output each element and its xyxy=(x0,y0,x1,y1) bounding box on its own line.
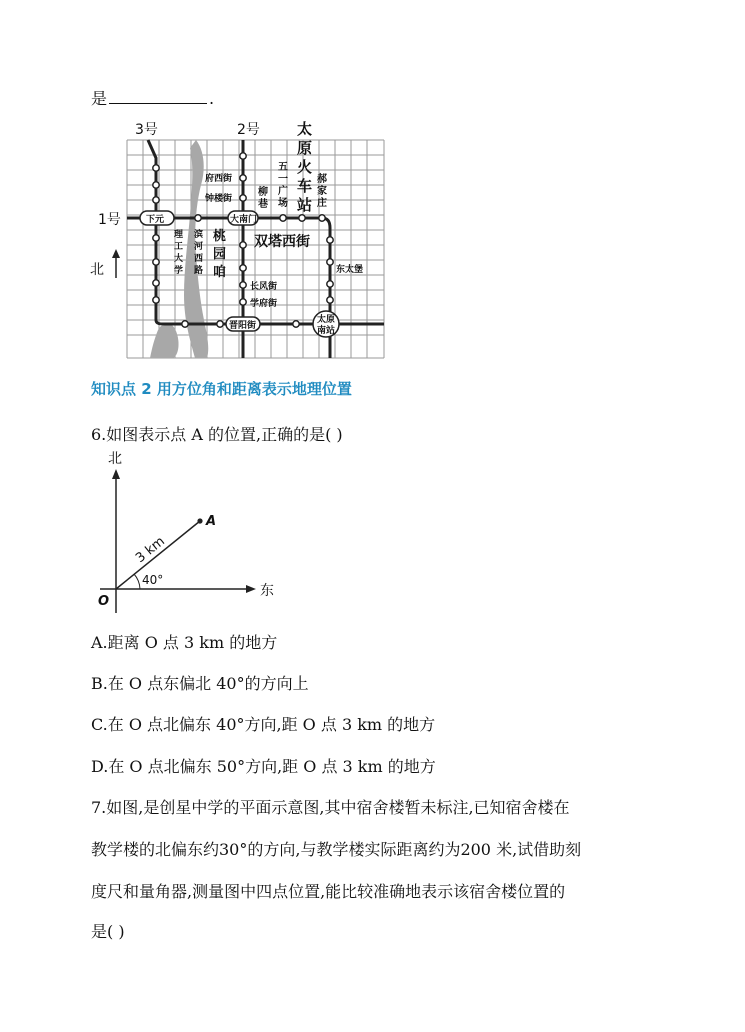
ligong-char-1: 理 xyxy=(174,230,184,240)
station-jinyang: 晋阳街 xyxy=(229,321,257,331)
binhe-char-3: 西 xyxy=(194,254,204,264)
haojiazhuang-char-2: 家 xyxy=(317,186,327,197)
shuangta-label: 双塔西街 xyxy=(254,234,310,250)
river-shape-lower xyxy=(150,323,179,358)
ligong-char-4: 学 xyxy=(174,266,184,276)
q7-line-1: 7.如图,是创星中学的平面示意图,其中宿舍楼暂未标注,已知宿舍楼在 xyxy=(91,798,570,817)
station-damenmen: 大南门 xyxy=(230,215,258,225)
q7-line-3: 度尺和量角器,测量图中四点位置,能比较准确地表示该宿舍楼位置的 xyxy=(91,882,566,901)
diagram-angle-label: 40° xyxy=(142,573,164,587)
north-arrow-icon xyxy=(112,249,120,278)
taiyuannan-line-2: 南站 xyxy=(317,326,336,336)
q6-stem: 6.如图表示点 A 的位置,正确的是( ) xyxy=(91,425,343,444)
top-prefix: 是 xyxy=(91,89,108,108)
angle-arc xyxy=(134,574,140,589)
point-a-dot xyxy=(197,518,202,523)
station-xuefu: 学府街 xyxy=(250,299,278,309)
huochezhan-char-3: 火 xyxy=(297,158,313,176)
station-dongtaibao: 东太堡 xyxy=(336,265,364,275)
ligong-char-2: 工 xyxy=(174,242,184,252)
binhe-char-1: 滨 xyxy=(194,230,204,240)
huochezhan-char-1: 太 xyxy=(297,120,313,138)
line3-track xyxy=(148,140,384,324)
bearing-diagram xyxy=(90,445,290,615)
metro-map xyxy=(0,0,745,370)
taoyuan-char-1: 桃 xyxy=(213,229,227,244)
diagram-north-label: 北 xyxy=(108,451,122,467)
haojiazhuang-char-1: 郝 xyxy=(317,174,327,185)
station-zhonglou: 钟楼街 xyxy=(205,194,233,204)
line1-label: 1号 xyxy=(98,212,121,228)
east-arrowhead-icon xyxy=(246,585,256,593)
huochezhan-char-2: 原 xyxy=(297,139,313,157)
line2-label: 2号 xyxy=(237,122,260,138)
wuyi-char-4: 场 xyxy=(278,198,288,209)
map-north-label: 北 xyxy=(90,262,104,278)
q6-option-a: A.距离 O 点 3 km 的地方 xyxy=(91,633,278,652)
huochezhan-char-4: 车 xyxy=(297,177,313,195)
q7-line-2: 教学楼的北偏东约30°的方向,与教学楼实际距离约为200 米,试借助刻 xyxy=(91,840,582,859)
diagram-point-label: A xyxy=(206,514,217,529)
wuyi-char-3: 广 xyxy=(278,186,288,197)
station-fuxijie: 府西街 xyxy=(205,174,233,184)
top-suffix: . xyxy=(209,89,215,108)
taiyuannan-line-1: 太原 xyxy=(317,315,336,325)
wuyi-char-1: 五 xyxy=(278,162,288,173)
liuxiang-char-2: 巷 xyxy=(258,199,268,210)
huochezhan-char-5: 站 xyxy=(297,196,313,214)
q7-line-4: 是( ) xyxy=(91,922,125,941)
line3-label: 3号 xyxy=(135,122,158,138)
binhe-char-2: 河 xyxy=(194,242,204,252)
haojiazhuang-char-3: 庄 xyxy=(317,198,327,209)
diagram-distance-label: 3 km xyxy=(133,533,168,567)
ligong-char-3: 大 xyxy=(174,254,184,264)
q6-option-b: B.在 O 点东偏北 40°的方向上 xyxy=(91,674,309,693)
section-heading: 知识点 2 用方位角和距离表示地理位置 xyxy=(91,380,352,398)
diagram-east-label: 东 xyxy=(260,583,274,599)
north-arrowhead-icon xyxy=(112,469,120,479)
diagram-origin-label: O xyxy=(98,594,110,609)
station-xiayuan: 下元 xyxy=(146,215,165,225)
taoyuan-char-2: 园 xyxy=(213,247,227,262)
q6-option-d: D.在 O 点北偏东 50°方向,距 O 点 3 km 的地方 xyxy=(91,757,436,776)
taoyuan-char-3: 咱 xyxy=(213,265,227,280)
binhe-char-4: 路 xyxy=(194,266,204,276)
q6-option-c: C.在 O 点北偏东 40°方向,距 O 点 3 km 的地方 xyxy=(91,715,436,734)
liuxiang-char-1: 柳 xyxy=(258,187,268,198)
station-changfeng: 长风街 xyxy=(250,282,278,292)
wuyi-char-2: 一 xyxy=(278,174,288,185)
